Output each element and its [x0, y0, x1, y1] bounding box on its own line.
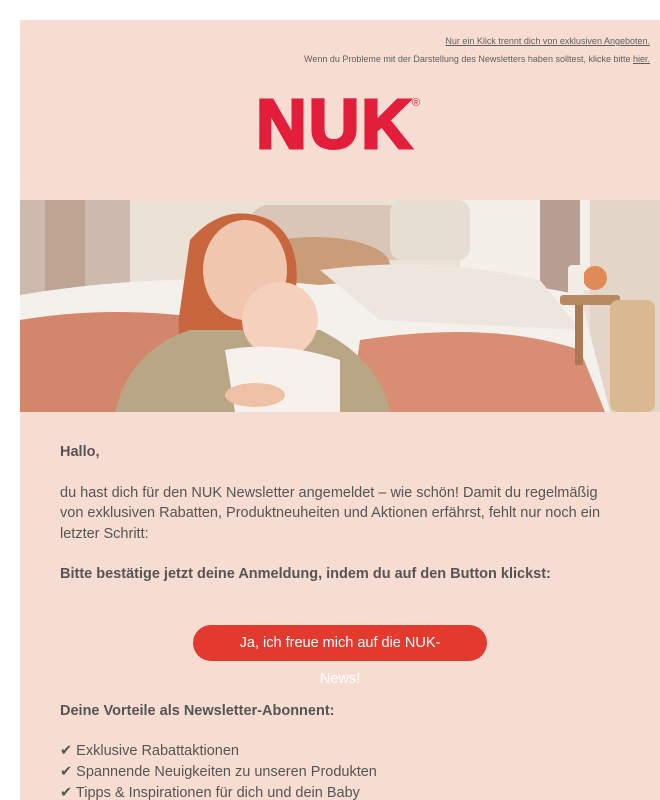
nuk-logo[interactable] — [255, 90, 425, 156]
benefit-item: ✔ Spannende Neuigkeiten zu unseren Produkten — [60, 764, 377, 780]
cta-row — [60, 625, 620, 687]
message-body — [20, 412, 660, 800]
intro-text: du hast dich für den NUK Newsletter angemeldet – wie schön! Damit du regelmäßig von exklusiven Rabatten, Produktneuheiten und Aktionen erfährst, fehlt nur noch ein letzter Schritt: — [60, 484, 601, 542]
email-container — [20, 20, 660, 800]
logo-area — [20, 68, 660, 200]
confirm-prompt: Bitte bestätige jetzt deine Anmeldung, indem du auf den Button klickst: — [60, 566, 551, 582]
benefit-item: ✔ Exklusive Rabattaktionen — [60, 743, 239, 759]
confirm-subscription-button[interactable]: Ja, ich freue mich auf die NUK-News! — [193, 625, 487, 661]
benefits-title: Deine Vorteile als Newsletter-Abonnent: — [60, 702, 335, 719]
benefit-item: ✔ Tipps & Inspirationen für dich und dein Baby — [60, 785, 360, 800]
view-in-browser-link[interactable]: hier. — [632, 54, 650, 64]
nuk-logo-text: NUK — [256, 90, 414, 156]
greeting: Hallo, — [60, 444, 100, 460]
display-issue-text: Wenn du Probleme mit der Darstellung des Newsletters haben solltest, klicke bitte — [303, 54, 633, 64]
preheader — [20, 20, 660, 68]
registered-mark: ® — [412, 97, 421, 109]
exclusive-offers-link[interactable]: Nur ein Klick trennt dich von exklusiven Angeboten. — [445, 36, 650, 46]
mother-with-baby-illustration — [20, 200, 660, 412]
hero-image — [20, 200, 660, 412]
display-issue-line — [20, 50, 650, 68]
